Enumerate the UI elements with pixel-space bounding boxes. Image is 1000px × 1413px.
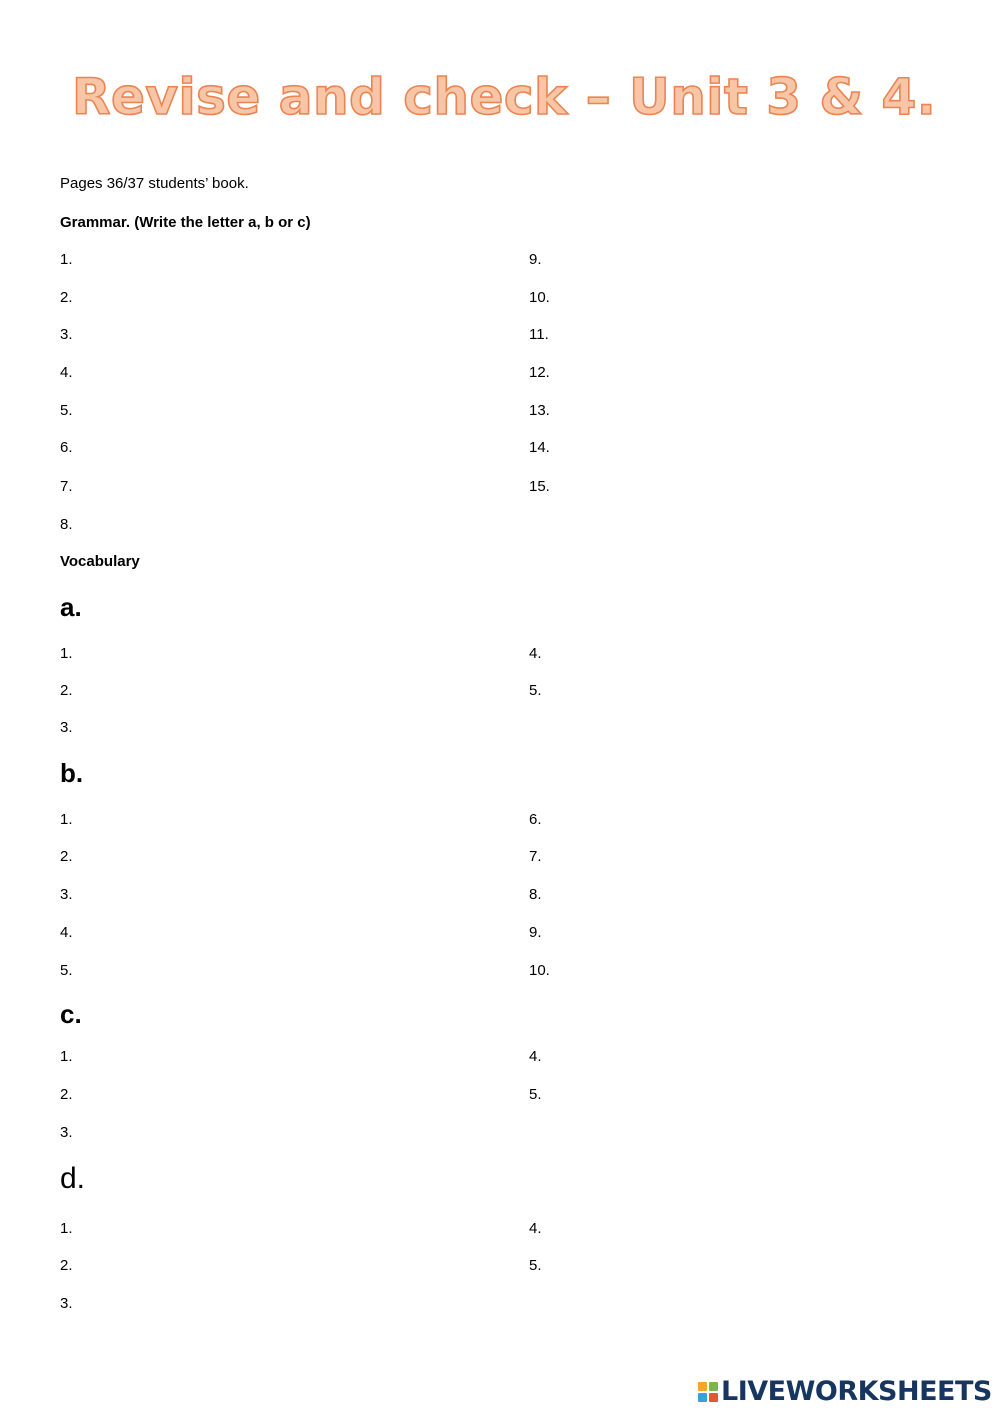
vocab-item-label: 2. xyxy=(60,1086,73,1103)
grammar-item-label: 15. xyxy=(529,478,550,495)
subtitle: Pages 36/37 students’ book. xyxy=(60,175,249,192)
vocab-item-label: 5. xyxy=(529,1086,542,1103)
logo-square xyxy=(698,1393,707,1402)
vocab-item-label: 3. xyxy=(60,1295,73,1312)
vocab-item-label: 3. xyxy=(60,719,73,736)
section-d-label: d. xyxy=(60,1162,86,1195)
vocab-item-label: 4. xyxy=(529,1048,542,1065)
logo-square xyxy=(698,1382,707,1391)
vocab-item-label: 10. xyxy=(529,962,550,979)
grammar-item-label: 13. xyxy=(529,402,550,419)
vocab-item-label: 5. xyxy=(529,682,542,699)
vocab-item-label: 2. xyxy=(60,682,73,699)
section-c-label: c. xyxy=(60,999,82,1029)
vocab-item-label: 7. xyxy=(529,848,542,865)
vocab-item-label: 4. xyxy=(60,924,73,941)
liveworksheets-logo xyxy=(698,1376,992,1407)
logo-square xyxy=(709,1382,718,1391)
grammar-item-label: 3. xyxy=(60,326,73,343)
grammar-item-label: 10. xyxy=(529,289,550,306)
grammar-heading: Grammar. (Write the letter a, b or c) xyxy=(60,214,311,231)
vocab-item-label: 1. xyxy=(60,645,73,662)
grammar-item-label: 1. xyxy=(60,251,73,268)
grammar-item-label: 6. xyxy=(60,439,73,456)
section-a-label: a. xyxy=(60,592,82,622)
section-b-label: b. xyxy=(60,758,84,788)
vocab-item-label: 2. xyxy=(60,848,73,865)
vocab-item-label: 1. xyxy=(60,811,73,828)
vocab-item-label: 6. xyxy=(529,811,542,828)
vocab-item-label: 2. xyxy=(60,1257,73,1274)
grammar-item-label: 7. xyxy=(60,478,73,495)
vocab-item-label: 5. xyxy=(529,1257,542,1274)
vocab-item-label: 3. xyxy=(60,886,73,903)
vocab-item-label: 4. xyxy=(529,1220,542,1237)
grammar-item-label: 2. xyxy=(60,289,73,306)
logo-square xyxy=(709,1393,718,1402)
logo-text: LIVEWORKSHEETS xyxy=(721,1376,992,1407)
vocab-item-label: 8. xyxy=(529,886,542,903)
vocab-item-label: 5. xyxy=(60,962,73,979)
page-title: Revise and check – Unit 3 & 4. xyxy=(72,68,937,126)
vocab-item-label: 1. xyxy=(60,1220,73,1237)
grammar-item-label: 14. xyxy=(529,439,550,456)
grammar-item-label: 5. xyxy=(60,402,73,419)
vocab-item-label: 3. xyxy=(60,1124,73,1141)
grammar-item-label: 8. xyxy=(60,516,73,533)
vocab-item-label: 4. xyxy=(529,645,542,662)
vocab-item-label: 9. xyxy=(529,924,542,941)
vocabulary-heading: Vocabulary xyxy=(60,553,140,570)
grammar-item-label: 11. xyxy=(529,326,549,343)
grammar-item-label: 12. xyxy=(529,364,550,381)
grammar-item-label: 4. xyxy=(60,364,73,381)
logo-mark-icon xyxy=(698,1382,718,1402)
grammar-item-label: 9. xyxy=(529,251,542,268)
vocab-item-label: 1. xyxy=(60,1048,73,1065)
